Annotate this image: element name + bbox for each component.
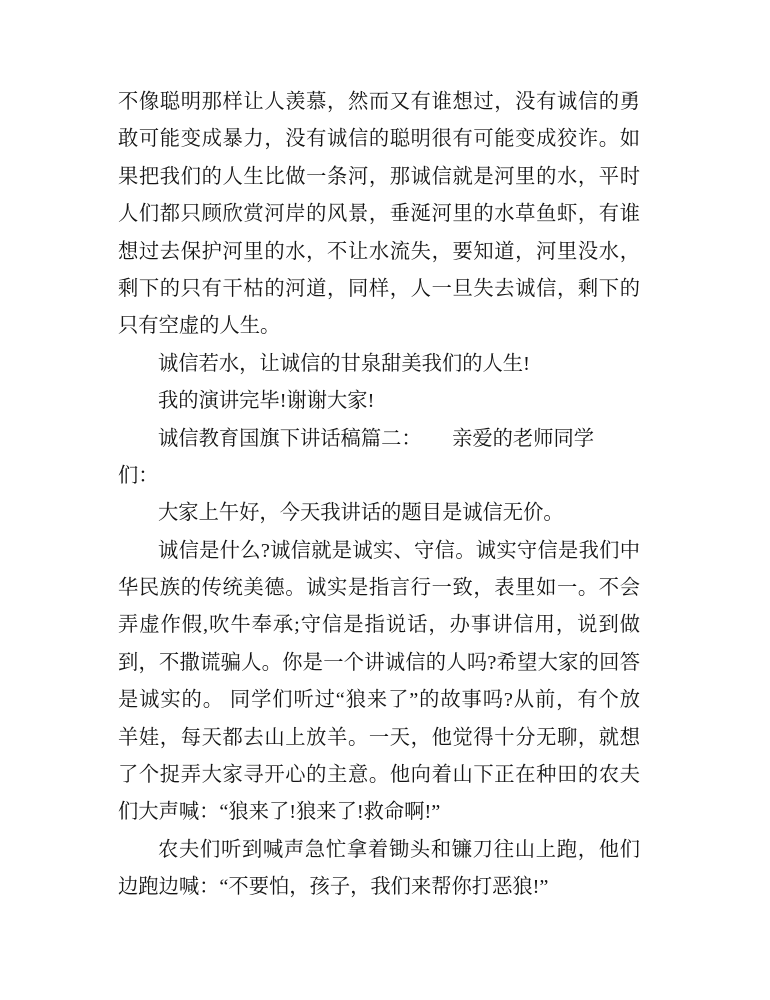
section-heading-paragraph (118, 421, 640, 496)
paragraph (118, 533, 640, 832)
text-line: 们大声喊：“狼来了!狼来了!救命啊!” (118, 801, 441, 824)
text-line: 们： (118, 464, 159, 487)
text-line: 诚信若水，让诚信的甘泉甜美我们的人生! (158, 352, 530, 375)
paragraph (118, 383, 640, 420)
paragraph (118, 346, 640, 383)
text-line: 弄虚作假,吹牛奉承;守信是指说话，办事讲信用，说到做 (118, 614, 640, 637)
text-line: 剩下的只有干枯的河道，同样，人一旦失去诚信，剩下的 (118, 277, 640, 300)
text-line: 了个捉弄大家寻开心的主意。他向着山下正在种田的农夫 (118, 764, 640, 787)
text-line: 果把我们的人生比做一条河，那诚信就是河里的水，平时 (118, 165, 640, 188)
text-line: 只有空虚的人生。 (118, 315, 281, 338)
text-line: 大家上午好，今天我讲话的题目是诚信无价。 (158, 502, 564, 525)
text-line: 想过去保护河里的水，不让水流失，要知道，河里没水， (118, 240, 640, 263)
text-line: 华民族的传统美德。诚实是指言行一致，表里如一。不会 (118, 577, 640, 600)
text-line: 不像聪明那样让人羡慕，然而又有谁想过，没有诚信的勇 (118, 91, 640, 113)
text-line: 我的演讲完毕!谢谢大家! (158, 390, 375, 413)
paragraph (118, 495, 640, 532)
text-line: 人们都只顾欣赏河岸的风景，垂涎河里的水草鱼虾，有谁 (118, 203, 640, 226)
text-line: 边跑边喊：“不要怕，孩子，我们来帮你打恶狼!” (118, 876, 549, 899)
text-line: 到，不撒谎骗人。你是一个讲诚信的人吗?希望大家的回答 (118, 651, 640, 674)
text-line: 农夫们听到喊声急忙拿着锄头和镰刀往山上跑，他们 (158, 838, 640, 861)
document-body (118, 84, 640, 907)
paragraph (118, 832, 640, 907)
paragraph-continued (118, 84, 640, 346)
section-heading-line: 诚信教育国旗下讲话稿篇二： 亲爱的老师同学 (158, 427, 595, 450)
text-line: 是诚实的。 同学们听过“狼来了”的故事吗?从前，有个放 (118, 689, 640, 712)
text-line: 敢可能变成暴力，没有诚信的聪明很有可能变成狡诈。如 (118, 128, 640, 151)
text-line: 诚信是什么?诚信就是诚实、守信。诚实守信是我们中 (158, 539, 640, 562)
text-line: 羊娃，每天都去山上放羊。一天，他觉得十分无聊，就想 (118, 726, 640, 749)
